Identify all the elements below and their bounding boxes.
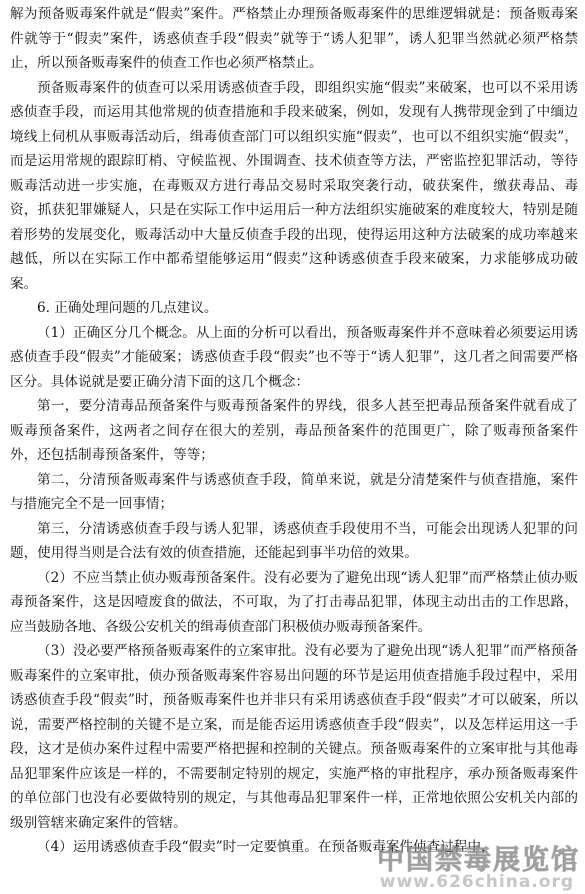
document-body	[10, 2, 578, 860]
paragraph: （3）没必要严格预备贩毒案件的立案审批。没有必要为了避免出现“诱人犯罪”而严格预备贩毒案件的立案审批，侦办预备贩毒案件容易出问题的环节是运用侦查措施手段过程中，采用诱惑侦查手段“假卖”时，预备贩毒案件也并非只有采用诱惑侦查手段“假卖”才可以破案，所以说，需要严格控制的关键不是立案，而是能否运用诱惑侦查手段“假卖”，以及怎样运用这一手段，这才是侦办案件过程中需要严格把握和控制的关键点。预备贩毒案件的立案审批与其他毒品犯罪案件应该是一样的，不需要制定特别的规定，实施严格的审批程序，承办预备贩毒案件的单位部门也没有必要做特别的规定，与其他毒品犯罪案件一样，正常地依照公安机关内部的级别管辖来确定案件的管辖。	[10, 643, 578, 831]
watermark-title: 中国禁毒展览馆	[377, 845, 580, 876]
paragraph: 第二，分清预备贩毒案件与诱惑侦查手段，简单来说，就是分清楚案件与侦查措施，案件与措施完全不是一回事情；	[10, 471, 578, 512]
paragraph: 第一，要分清毒品预备案件与贩毒预备案件的界线，很多人甚至把毒品预备案件就看成了贩毒预备案件，这两者之间存在很大的差别，毒品预备案件的范围更广，除了贩毒预备案件外，还包括制毒预备案件，等等；	[10, 398, 578, 463]
watermark-url: www.626china.org	[379, 872, 574, 892]
paragraph: （4）运用诱惑侦查手段“假卖”时一定要慎重。在预备贩毒案件侦查过程中，	[37, 839, 495, 855]
section-heading: 6. 正确处理问题的几点建议。	[37, 300, 218, 316]
paragraph: （2）不应当禁止侦办贩毒预备案件。没有必要为了避免出现“诱人犯罪”而严格禁止侦办贩毒预备案件，这是因噎废食的做法，不可取，为了打击毒品犯罪，体现主动出击的工作思路，应当鼓励各地、各级公安机关的缉毒侦查部门积极侦办贩毒预备案件。	[10, 569, 578, 635]
paragraph: 预备贩毒案件的侦查可以采用诱惑侦查手段，即组织实施“假卖”来破案，也可以不采用诱惑侦查手段，而运用其他常规的侦查措施和手段来破案，例如，发现有人携带现金到了中缅边境线上伺机从事贩毒活动后，缉毒侦查部门可以组织实施“假卖”，也可以不组织实施“假卖”，而是运用常规的跟踪盯梢、守候监视、外围调查、技术侦查等方法，严密监控犯罪活动，等待贩毒活动进一步实施，在毒贩双方进行毒品交易时采取突袭行动，破获案件，缴获毒品、毒资，抓获犯罪嫌疑人，只是在实际工作中运用后一种方法组织实施破案的难度较大，特别是随着形势的发展变化，贩毒活动中大量反侦查手段的出现，使得运用这种方法破案的成功率越来越低，所以在实际工作中都希望能够运用“假卖”这种诱惑侦查手段来破案，力求能够成功破案。	[10, 79, 578, 292]
paragraph: 解为预备贩毒案件就是“假卖”案件。严格禁止办理预备贩毒案件的思维逻辑就是：预备贩毒案件就等于“假卖”案件，诱惑侦查手段“假卖”就等于“诱人犯罪”，诱人犯罪当然就必须严格禁止，所以预备贩毒案件的侦查工作也必须严格禁止。	[10, 6, 578, 71]
paragraph: 第三，分清诱惑侦查手段与诱人犯罪，诱惑侦查手段使用不当，可能会出现诱人犯罪的问题，使用得当则是合法有效的侦查措施，还能起到事半功倍的效果。	[10, 520, 578, 561]
paragraph: （1）正确区分几个概念。从上面的分析可以看出，预备贩毒案件并不意味着必须要运用诱惑侦查手段“假卖”才能破案；诱惑侦查手段“假卖”也不等于“诱人犯罪”，这几者之间需要严格区分。具体说就是要正确分清下面的这几个概念：	[10, 324, 578, 390]
